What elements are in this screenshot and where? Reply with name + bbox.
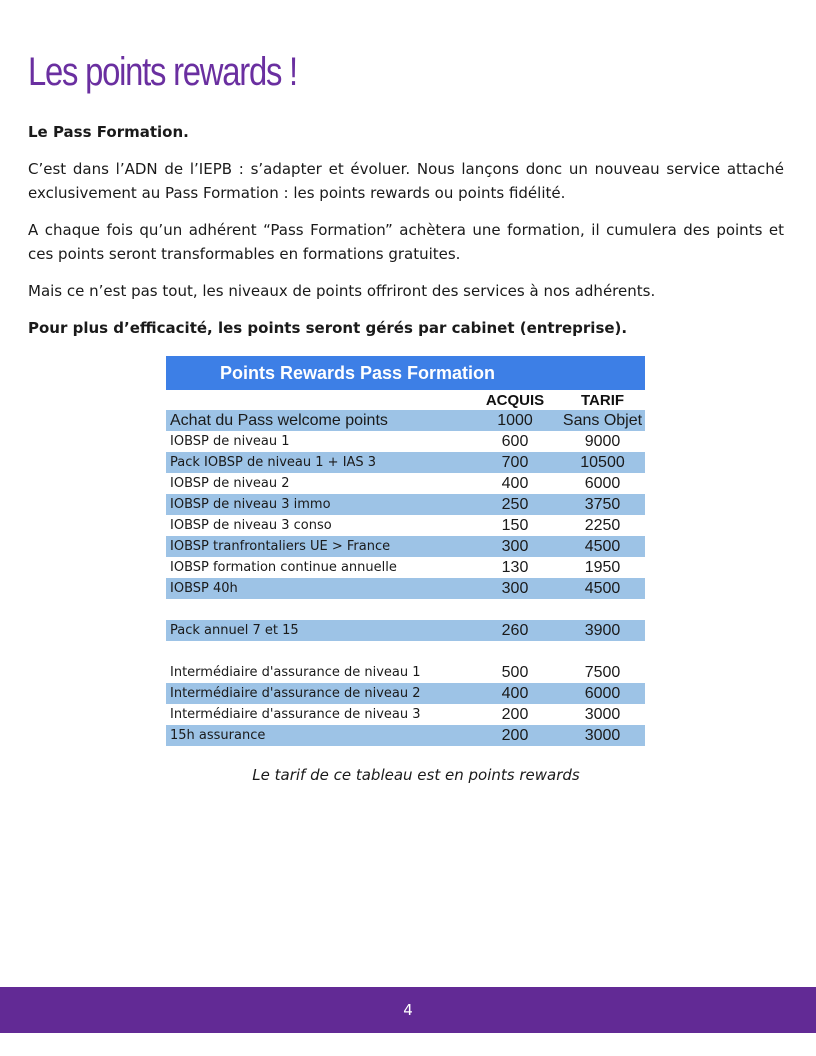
row-tarif: Sans Objet xyxy=(560,410,645,431)
paragraph-accumulation: A chaque fois qu’un adhérent “Pass Formation” achètera une formation, il cumulera des points et ces points seront transformables en formations gratuites. xyxy=(28,221,784,263)
row-tarif: 3000 xyxy=(584,705,621,723)
page-number: 4 xyxy=(403,1001,413,1019)
row-label: Pack annuel 7 et 15 xyxy=(166,620,470,641)
row-label: IOBSP de niveau 3 conso xyxy=(170,518,332,533)
row-label: IOBSP de niveau 2 xyxy=(170,476,290,491)
column-header-tarif: TARIF xyxy=(580,391,625,409)
table-title-row xyxy=(166,356,645,390)
table-row xyxy=(166,494,645,515)
table-row xyxy=(166,431,645,452)
row-label: IOBSP de niveau 3 immo xyxy=(166,494,470,515)
rewards-table xyxy=(166,356,645,746)
row-tarif: 3900 xyxy=(560,620,645,641)
row-acquis: 200 xyxy=(470,725,560,746)
table-row xyxy=(166,725,645,746)
row-label: IOBSP 40h xyxy=(166,578,470,599)
row-tarif: 6000 xyxy=(560,683,645,704)
row-tarif: 7500 xyxy=(584,663,621,681)
row-tarif: 1950 xyxy=(584,558,621,576)
row-label: IOBSP tranfrontaliers UE > France xyxy=(166,536,470,557)
row-label: Intermédiaire d'assurance de niveau 2 xyxy=(166,683,470,704)
table-row xyxy=(166,620,645,641)
table-row xyxy=(166,578,645,599)
table-row xyxy=(166,473,645,494)
page-footer xyxy=(0,987,816,1033)
row-acquis: 500 xyxy=(501,663,529,681)
row-tarif: 3000 xyxy=(560,725,645,746)
table-row xyxy=(166,515,645,536)
row-label: Intermédiaire d'assurance de niveau 1 xyxy=(170,665,421,680)
row-tarif: 3750 xyxy=(560,494,645,515)
table-caption: Le tarif de ce tableau est en points rewards xyxy=(252,766,580,784)
paragraph-cabinet: Pour plus d’efficacité, les points seront gérés par cabinet (entreprise). xyxy=(28,319,628,337)
row-acquis: 250 xyxy=(470,494,560,515)
row-tarif: 2250 xyxy=(584,516,621,534)
row-acquis: 300 xyxy=(470,578,560,599)
table-spacer-row xyxy=(166,641,645,662)
table-row xyxy=(166,557,645,578)
row-label: IOBSP de niveau 1 xyxy=(170,434,290,449)
row-tarif: 4500 xyxy=(560,578,645,599)
row-acquis: 700 xyxy=(470,452,560,473)
table-title: Points Rewards Pass Formation xyxy=(166,356,645,390)
table-row xyxy=(166,662,645,683)
row-acquis: 200 xyxy=(501,705,529,723)
table-header-row xyxy=(166,390,645,410)
page-title: Les points rewards ! xyxy=(28,50,297,94)
row-label: Intermédiaire d'assurance de niveau 3 xyxy=(170,707,421,722)
row-tarif: 4500 xyxy=(560,536,645,557)
row-acquis: 400 xyxy=(501,474,529,492)
row-acquis: 300 xyxy=(470,536,560,557)
row-acquis: 600 xyxy=(501,432,529,450)
row-label: Pack IOBSP de niveau 1 + IAS 3 xyxy=(166,452,470,473)
paragraph-services: Mais ce n’est pas tout, les niveaux de points offriront des services à nos adhérents. xyxy=(28,282,656,300)
row-label: Achat du Pass welcome points xyxy=(166,410,470,431)
table-spacer-row xyxy=(166,599,645,620)
row-acquis: 260 xyxy=(470,620,560,641)
row-acquis: 130 xyxy=(501,558,529,576)
table-row xyxy=(166,704,645,725)
table-row xyxy=(166,452,645,473)
column-header-acquis: ACQUIS xyxy=(485,391,545,409)
row-tarif: 6000 xyxy=(584,474,621,492)
row-label: 15h assurance xyxy=(166,725,470,746)
table-row xyxy=(166,410,645,431)
row-tarif: 9000 xyxy=(584,432,621,450)
row-label: IOBSP formation continue annuelle xyxy=(170,560,397,575)
row-acquis: 400 xyxy=(470,683,560,704)
section-heading: Le Pass Formation. xyxy=(28,123,189,141)
table-row xyxy=(166,536,645,557)
row-acquis: 150 xyxy=(501,516,529,534)
body-text xyxy=(28,120,784,353)
table-row xyxy=(166,683,645,704)
row-acquis: 1000 xyxy=(470,410,560,431)
row-tarif: 10500 xyxy=(560,452,645,473)
paragraph-intro: C’est dans l’ADN de l’IEPB : s’adapter et évoluer. Nous lançons donc un nouveau service attaché exclusivement au Pass Formation : les points rewards ou points fidélité. xyxy=(28,160,784,202)
